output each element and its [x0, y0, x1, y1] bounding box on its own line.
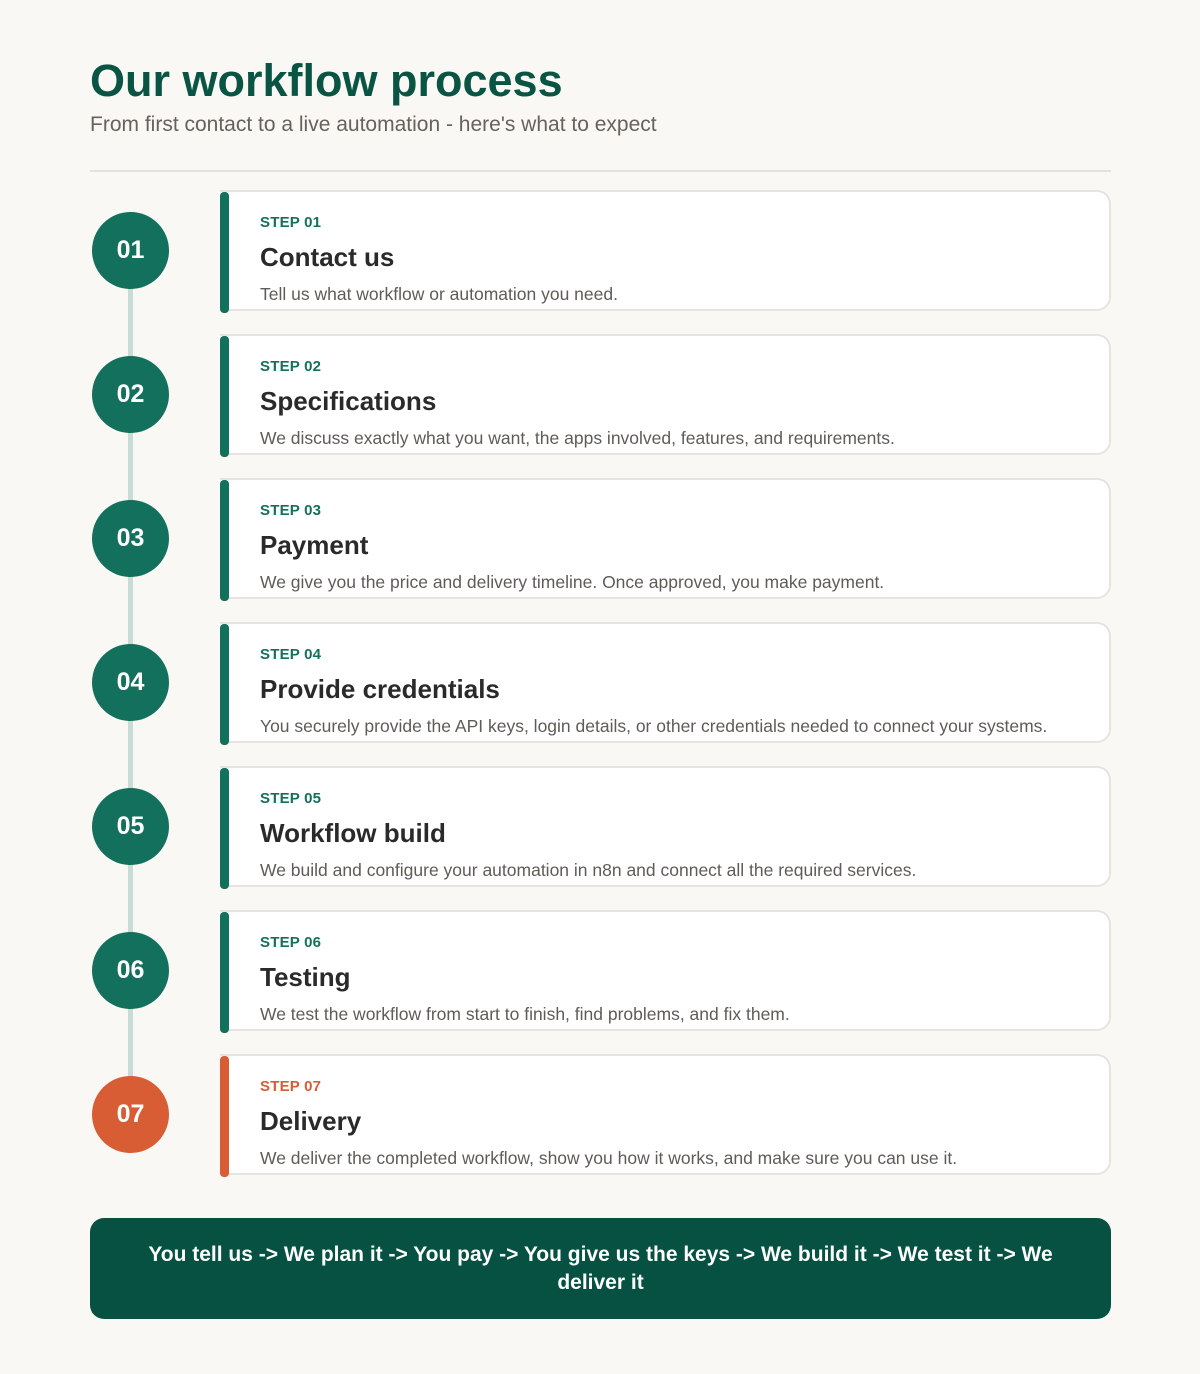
header-divider — [90, 170, 1111, 172]
step-description: We deliver the completed workflow, show you how it works, and make sure you can use it. — [260, 1148, 958, 1168]
step-card — [220, 190, 1111, 311]
step-accent-bar — [220, 336, 229, 457]
step-label: STEP 04 — [260, 646, 322, 663]
step-item — [0, 766, 1200, 887]
step-item — [0, 1054, 1200, 1175]
step-title: Delivery — [260, 1106, 362, 1136]
step-description: We test the workflow from start to finish, find problems, and fix them. — [260, 1004, 790, 1024]
step-accent-bar — [220, 912, 229, 1033]
step-title: Testing — [260, 962, 351, 992]
step-number-badge: 02 — [92, 356, 169, 433]
step-item — [0, 622, 1200, 743]
step-card — [220, 622, 1111, 743]
step-item — [0, 334, 1200, 455]
step-card — [220, 766, 1111, 887]
step-label: STEP 01 — [260, 214, 322, 231]
step-title: Specifications — [260, 386, 437, 416]
step-label: STEP 07 — [260, 1078, 322, 1095]
step-accent-bar — [220, 768, 229, 889]
step-description: We give you the price and delivery timeline. Once approved, you make payment. — [260, 572, 885, 592]
step-item — [0, 910, 1200, 1031]
step-accent-bar — [220, 480, 229, 601]
step-card — [220, 1054, 1111, 1175]
step-title: Payment — [260, 530, 369, 560]
page-subtitle: From first contact to a live automation - here's what to expect — [90, 113, 657, 136]
step-number-badge: 04 — [92, 644, 169, 721]
summary-banner — [90, 1218, 1111, 1319]
step-card — [220, 478, 1111, 599]
step-accent-bar — [220, 624, 229, 745]
step-label: STEP 03 — [260, 502, 322, 519]
summary-text: You tell us -> We plan it -> You pay -> You give us the keys -> We build it -> We test it -> We deliver it — [148, 1242, 1053, 1294]
step-number-badge: 01 — [92, 212, 169, 289]
step-card — [220, 910, 1111, 1031]
step-description: We build and configure your automation in n8n and connect all the required services. — [260, 860, 917, 880]
step-accent-bar — [220, 192, 229, 313]
step-description: Tell us what workflow or automation you need. — [260, 284, 618, 304]
step-number-badge: 06 — [92, 932, 169, 1009]
step-number-badge: 07 — [92, 1076, 169, 1153]
step-card — [220, 334, 1111, 455]
page-title: Our workflow process — [90, 55, 563, 106]
step-accent-bar — [220, 1056, 229, 1177]
step-description: You securely provide the API keys, login details, or other credentials needed to connect your systems. — [260, 716, 1048, 736]
step-title: Workflow build — [260, 818, 446, 848]
step-label: STEP 02 — [260, 358, 322, 375]
step-item — [0, 190, 1200, 311]
step-title: Provide credentials — [260, 674, 500, 704]
step-label: STEP 06 — [260, 934, 322, 951]
step-number-badge: 05 — [92, 788, 169, 865]
step-title: Contact us — [260, 242, 395, 272]
step-number-badge: 03 — [92, 500, 169, 577]
step-description: We discuss exactly what you want, the apps involved, features, and requirements. — [260, 428, 895, 448]
step-label: STEP 05 — [260, 790, 322, 807]
step-item — [0, 478, 1200, 599]
